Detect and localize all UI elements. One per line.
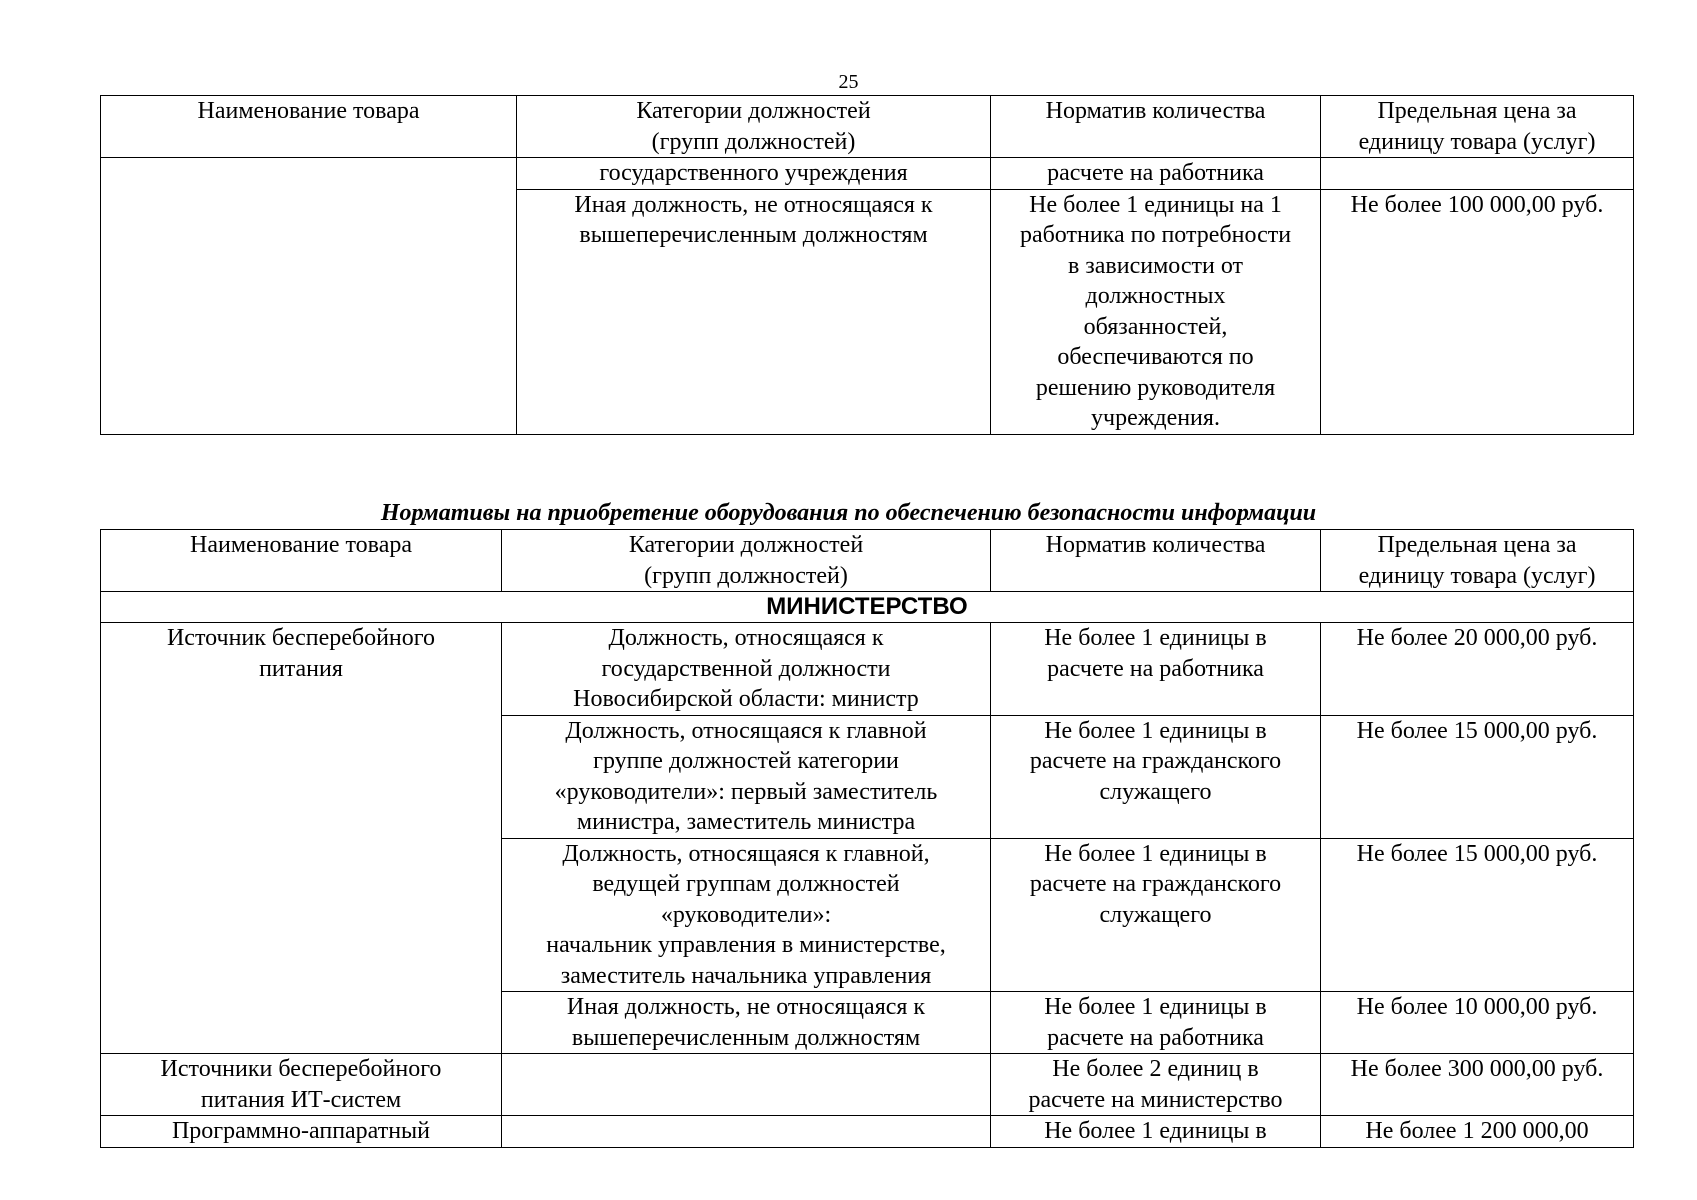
section-title: Нормативы на приобретение оборудования по обеспечению безопасности информации	[380, 500, 1317, 526]
price-limit-cell: Не более 10 000,00 руб.	[1321, 992, 1634, 1054]
price-limit-cell	[1321, 158, 1634, 190]
header-quantity-norm: Норматив количества	[991, 96, 1321, 158]
table-row	[101, 158, 1634, 190]
quantity-norm-cell: Не более 1 единицы в расчете на гражданского служащего	[991, 838, 1321, 992]
table-row	[101, 1116, 1634, 1148]
page-number: 25	[838, 71, 859, 93]
quantity-norm-cell: расчете на работника	[991, 158, 1321, 190]
header-position-categories: Категории должностей (групп должностей)	[502, 530, 991, 592]
product-name-cell: Программно-аппаратный	[101, 1116, 502, 1148]
position-category-cell: Иная должность, не относящаяся к вышеперечисленным должностям	[502, 992, 991, 1054]
header-position-categories: Категории должностей (групп должностей)	[517, 96, 991, 158]
section-row	[101, 592, 1634, 623]
table-header-row	[101, 530, 1634, 592]
header-product-name: Наименование товара	[101, 96, 517, 158]
ministry-label: МИНИСТЕРСТВО	[101, 592, 1634, 623]
quantity-norm-cell: Не более 1 единицы в	[991, 1116, 1321, 1148]
header-price-limit: Предельная цена за единицу товара (услуг)	[1321, 530, 1634, 592]
price-limit-cell: Не более 15 000,00 руб.	[1321, 715, 1634, 838]
position-category-cell: Иная должность, не относящаяся к вышеперечисленным должностям	[517, 189, 991, 434]
price-limit-cell: Не более 15 000,00 руб.	[1321, 838, 1634, 992]
quantity-norm-cell: Не более 2 единиц в расчете на министерство	[991, 1054, 1321, 1116]
position-category-cell: Должность, относящаяся к главной, ведущей группам должностей «руководители»: начальник управления в министерстве, заместитель начальника управления	[502, 838, 991, 992]
position-category-cell: государственного учреждения	[517, 158, 991, 190]
position-category-cell: Должность, относящаяся к государственной должности Новосибирской области: министр	[502, 623, 991, 716]
norms-table-continued	[100, 95, 1634, 435]
quantity-norm-cell: Не более 1 единицы в расчете на гражданского служащего	[991, 715, 1321, 838]
product-name-cell: Источник бесперебойного питания	[101, 623, 502, 1054]
header-product-name: Наименование товара	[101, 530, 502, 592]
price-limit-cell: Не более 300 000,00 руб.	[1321, 1054, 1634, 1116]
table-header-row	[101, 96, 1634, 158]
position-category-cell: Должность, относящаяся к главной группе должностей категории «руководители»: первый заместитель министра, заместитель министра	[502, 715, 991, 838]
quantity-norm-cell: Не более 1 единицы на 1 работника по потребности в зависимости от должностных обязанностей, обеспечиваются по решению руководителя учреждения.	[991, 189, 1321, 434]
position-category-cell	[502, 1116, 991, 1148]
price-limit-cell: Не более 100 000,00 руб.	[1321, 189, 1634, 434]
product-name-cell	[101, 158, 517, 435]
table-row	[101, 1054, 1634, 1116]
header-quantity-norm: Норматив количества	[991, 530, 1321, 592]
security-equipment-norms-table	[100, 529, 1634, 1148]
quantity-norm-cell: Не более 1 единицы в расчете на работника	[991, 992, 1321, 1054]
price-limit-cell: Не более 1 200 000,00	[1321, 1116, 1634, 1148]
position-category-cell	[502, 1054, 991, 1116]
table-row	[101, 623, 1634, 716]
product-name-cell: Источники бесперебойного питания ИТ-систем	[101, 1054, 502, 1116]
header-price-limit: Предельная цена за единицу товара (услуг)	[1321, 96, 1634, 158]
quantity-norm-cell: Не более 1 единицы в расчете на работника	[991, 623, 1321, 716]
price-limit-cell: Не более 20 000,00 руб.	[1321, 623, 1634, 716]
